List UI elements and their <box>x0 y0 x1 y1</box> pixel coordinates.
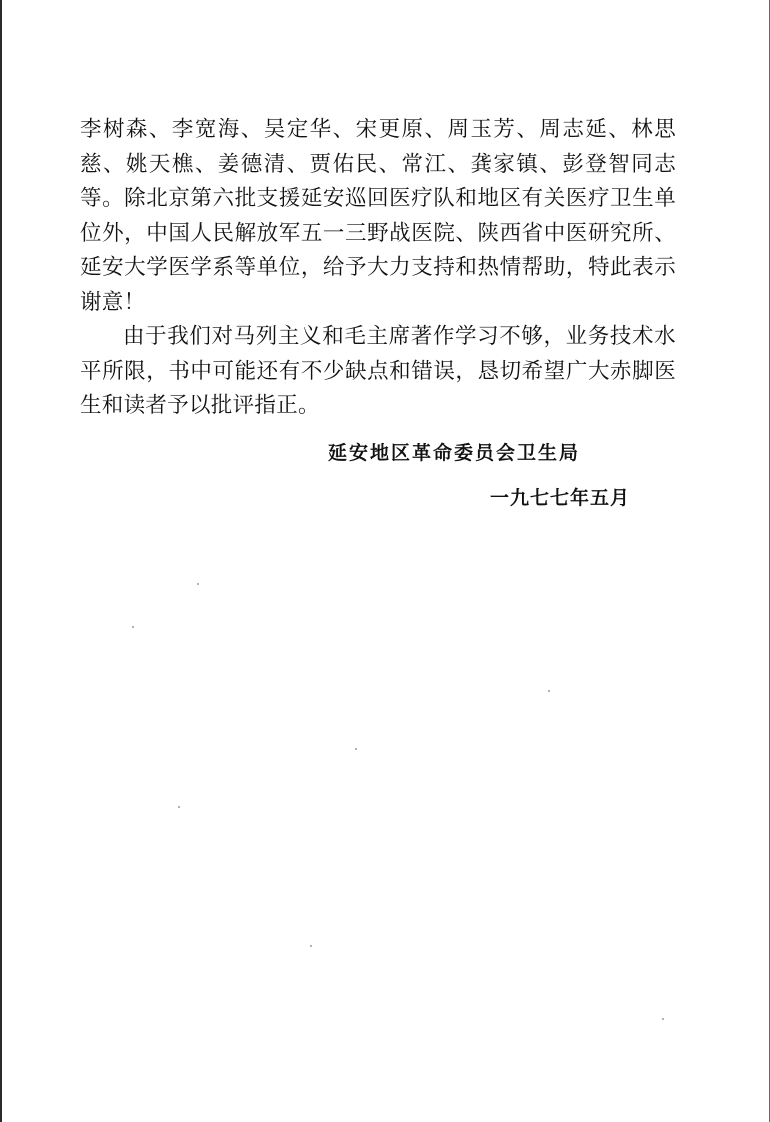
page-edge-left <box>0 0 2 1122</box>
acknowledgment-body <box>80 113 676 424</box>
scan-speck <box>197 583 199 585</box>
scan-speck <box>355 748 357 750</box>
acknowledgment-paragraph-1: 李树森、李宽海、吴定华、宋更原、周玉芳、周志延、林思慈、姚天樵、姜德清、贾佑民、常江、龚家镇、彭登智同志等。除北京第六批支援延安巡回医疗队和地区有关医疗卫生单位外，中国人民解放军五一三野战医院、陕西省中医研究所、延安大学医学系等单位，给予大力支持和热情帮助，特此表示谢意！ <box>80 117 676 315</box>
scan-speck <box>662 1018 664 1020</box>
scan-speck <box>132 626 134 628</box>
scan-speck <box>178 806 180 808</box>
acknowledgment-paragraph-2: 由于我们对马列主义和毛主席著作学习不够，业务技术水平所限，书中可能还有不少缺点和错误，恳切希望广大赤脚医生和读者予以批评指正。 <box>80 324 676 418</box>
signature-organization: 延安地区革命委员会卫生局 <box>327 442 580 464</box>
scan-speck <box>310 945 312 947</box>
scan-speck <box>548 690 550 692</box>
signature-date: 一九七七年五月 <box>489 487 630 509</box>
